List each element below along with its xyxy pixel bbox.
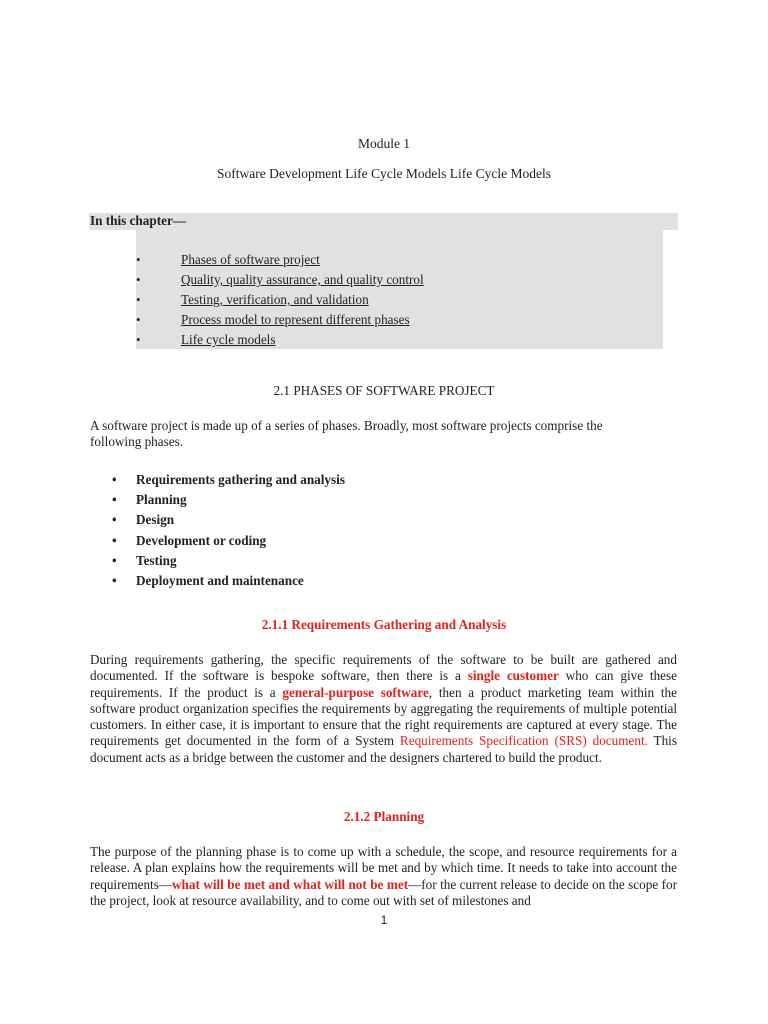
chapter-label: In this chapter— (90, 213, 186, 228)
section-2-1-1-paragraph (90, 652, 677, 766)
phase-label: Planning (136, 492, 187, 507)
toc-link-process-model[interactable]: Process model to represent different phases (181, 312, 410, 327)
section-heading-2-1-1: 2.1.1 Requirements Gathering and Analysis (261, 617, 507, 632)
toc-link-life-cycle[interactable]: Life cycle models (181, 332, 276, 347)
paragraph-text: This document acts as a bridge between the customer and the designers chartered to build the product. (90, 733, 677, 765)
phase-label: Requirements gathering and analysis (136, 472, 345, 487)
paragraph-text: —for the current release to decide on the scope for the project, look at resource availability, and to come out with set of milestones and (90, 876, 677, 908)
toc-link-phases[interactable]: Phases of software project (181, 252, 320, 267)
bullet-icon: • (136, 332, 141, 347)
intro-line: A software project is made up of a series of phases. Broadly, most software projects comprise the (90, 418, 603, 433)
document-subtitle: Software Development Life Cycle Models Life Cycle Models (216, 166, 552, 181)
bullet-icon: • (112, 553, 117, 568)
section-heading-2-1: 2.1 PHASES OF SOFTWARE PROJECT (273, 383, 495, 398)
paragraph-text: During requirements gathering, the specific requirements of the software to be built are gathered and documented. If the software is bespoke software, then there is a (90, 652, 677, 684)
chapter-toc-box (136, 230, 663, 349)
paragraph-text: who can give these requirements. If the product is a (90, 668, 678, 700)
emphasis-what-will-be-met: what will be met and what will not be met (172, 876, 409, 892)
section-2-1-2-paragraph (90, 844, 677, 909)
bullet-icon: • (136, 252, 141, 267)
bullet-icon: • (136, 312, 141, 327)
page-number: 1 (380, 913, 388, 927)
bullet-icon: • (112, 472, 117, 487)
paragraph-text: The purpose of the planning phase is to come up with a schedule, the scope, and resource requirements for a release. A plan explains how the requirements will be met and by which time. It needs to take into account the requirements— (90, 844, 677, 892)
bullet-icon: • (112, 492, 117, 507)
bullet-icon: • (136, 272, 141, 287)
emphasis-srs-document: Requirements Specification (SRS) document. (399, 733, 648, 749)
paragraph-text: , then a product marketing team within the software product organization specifies the requirements by aggregating the requirements of multiple potential customers. In either case, it is important to ensure that the right requirements are captured at every stage. The requirements get documented in the form of a System (90, 684, 677, 749)
phase-label: Design (136, 512, 175, 527)
bullet-icon: • (136, 292, 141, 307)
toc-link-testing[interactable]: Testing, verification, and validation (181, 292, 369, 307)
toc-link-quality[interactable]: Quality, quality assurance, and quality control (181, 272, 424, 287)
bullet-icon: • (112, 573, 117, 588)
bullet-icon: • (112, 512, 117, 527)
intro-line: following phases. (90, 434, 184, 450)
phase-label: Development or coding (136, 533, 267, 548)
phase-label: Deployment and maintenance (136, 573, 304, 588)
emphasis-single-customer: single customer (467, 668, 559, 684)
module-title: Module 1 (357, 136, 411, 151)
section-2-1-intro (90, 418, 677, 451)
bullet-icon: • (112, 533, 117, 548)
phase-label: Testing (136, 553, 177, 568)
emphasis-general-purpose: general-purpose software (282, 684, 429, 700)
section-heading-2-1-2: 2.1.2 Planning (343, 809, 425, 824)
